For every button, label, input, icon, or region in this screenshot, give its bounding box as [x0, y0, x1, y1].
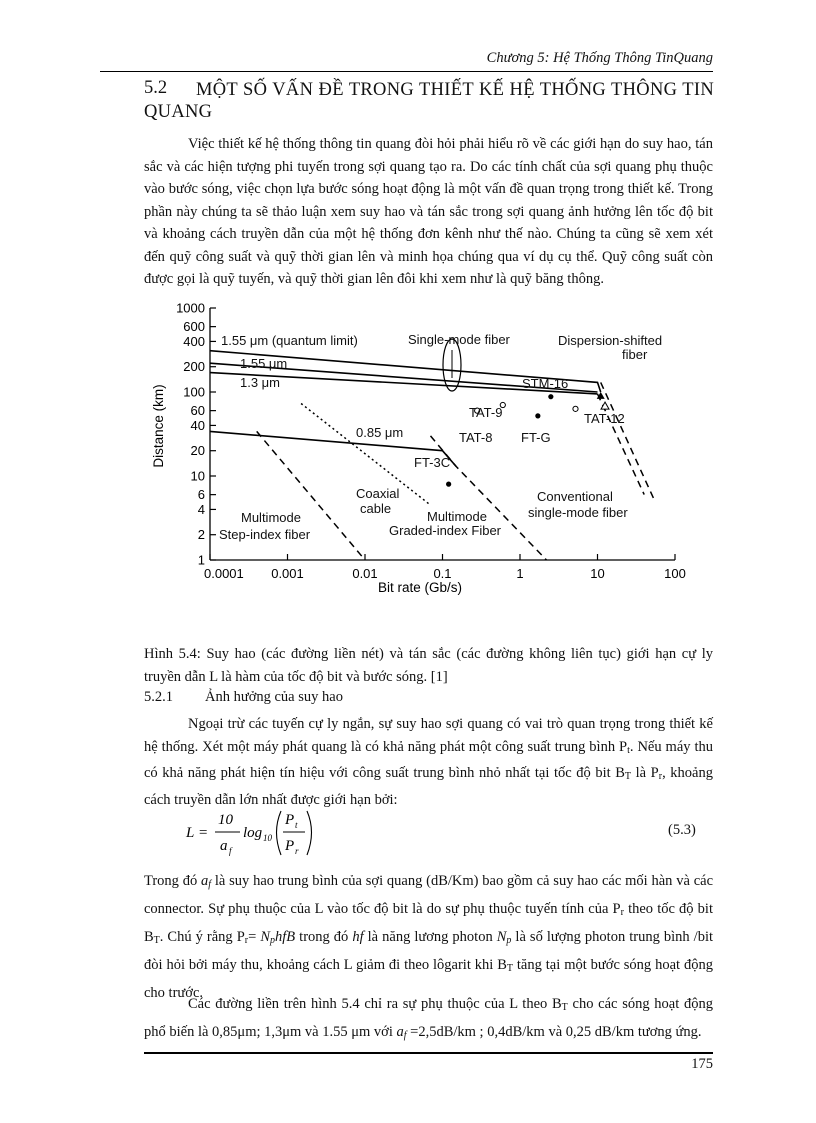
label-qlimit: 1.55 μm (quantum limit)	[221, 333, 358, 348]
label-0-85um: 0.85 μm	[356, 425, 404, 440]
para2-text-c: là P	[631, 765, 659, 781]
y-tick-label: 1000	[176, 300, 205, 316]
label-ft-g: FT-G	[521, 430, 551, 445]
eq-equals: =	[198, 825, 209, 841]
label-conventional-2: single-mode fiber	[528, 505, 628, 520]
header-rule	[100, 71, 713, 72]
y-tick-label: 60	[190, 403, 205, 419]
y-tick-label: 600	[183, 319, 205, 335]
para3-text-a: Trong đó	[144, 873, 202, 889]
para3-text-g: là năng lương photon	[363, 929, 497, 945]
section-title-line1: MỘT SỐ VẤN ĐỀ TRONG THIẾT KẾ HỆ THỐNG THÔNG TIN	[196, 80, 714, 100]
y-tick-label: 6	[197, 487, 205, 503]
label-ft-3c: FT-3C	[414, 455, 451, 470]
label-dsf-1: Dispersion-shifted	[558, 333, 663, 348]
label-1-55um: 1.55 μm	[240, 356, 288, 371]
para3-text-b: là suy hao trung bình của sợi quang (dB/Km) bao gồm cả suy hao các mối hàn và các connector. Sự phụ thuộc của L vào tốc độ bit là do sự phụ thuộc tuyến tính của P	[144, 873, 714, 917]
label-coaxial-2: cable	[360, 501, 392, 516]
y-tick-label: 200	[183, 359, 205, 375]
para4-text-c: =2,5dB/km ; 0,4dB/km và 0,25 dB/km tương ứng.	[406, 1024, 702, 1040]
label-step-index: Step-index fiber	[219, 527, 311, 542]
para3-text-e: =	[248, 929, 261, 945]
label-single-mode-fiber: Single-mode fiber	[408, 332, 510, 347]
x-tick-label: 0.01	[352, 566, 378, 581]
eq-log: log	[243, 825, 263, 841]
y-tick-label: 100	[183, 384, 205, 400]
x-tick-label: 10	[590, 566, 605, 581]
x-tick-label: 0.1	[433, 566, 452, 581]
para3-text-h: là số lượng photon trung bình /bit đòi hỏi bởi máy thu, khoảng cách L giảm đi theo lôgarit khi B	[144, 929, 714, 973]
para2-sub-T: T	[624, 771, 632, 782]
para3-hf: hf	[352, 929, 364, 945]
label-multimode-1: Multimode	[241, 510, 301, 525]
label-graded-index: Graded-index Fiber	[389, 523, 501, 538]
para3-hfb: hfB	[275, 929, 296, 945]
para2-text-d: , khoảng cách truyền dẫn lớn nhất được giới hạn bởi:	[144, 765, 713, 808]
eq-p-r: P	[285, 838, 295, 854]
para3-text-c: theo tốc độ bit B	[144, 901, 713, 945]
para3-sub-T2: T	[506, 963, 513, 974]
para3-af-sub: f	[208, 879, 212, 890]
y-tick-label: 4	[197, 501, 205, 517]
x-tick-label: 100	[664, 566, 686, 581]
y-tick-label: 40	[190, 417, 205, 433]
para2-sub-r: r	[658, 771, 663, 782]
figure-5-4	[144, 290, 712, 610]
label-tat-8: TAT-8	[459, 430, 493, 445]
para3-sub-T: T	[153, 935, 160, 946]
paragraph-definitions	[144, 869, 713, 1005]
eq-denominator-sub: f	[229, 846, 232, 856]
para3-text-d: . Chú ý rằng P	[159, 929, 245, 945]
section-number: 5.2	[144, 78, 168, 98]
para3-text-i: tăng tại một bước sóng hoạt động cho trước.	[144, 957, 713, 1001]
data-point	[535, 413, 540, 418]
paragraph-solid-lines	[144, 992, 713, 1048]
para4-text-b: cho các sóng hoạt động phổ biến là 0,85μm; 1,3μm và 1.55 μm với	[144, 996, 714, 1040]
label-1-3um: 1.3 μm	[240, 375, 281, 390]
data-point	[548, 394, 553, 399]
equation-5-3	[184, 803, 384, 861]
distance-bitrate-chart	[144, 290, 712, 610]
equation-number: (5.3)	[668, 822, 696, 838]
para3-np2: N	[496, 929, 507, 945]
data-point	[446, 482, 451, 487]
eq-numerator: 10	[218, 812, 233, 828]
para2-sub-t: t	[627, 744, 630, 756]
data-point	[573, 406, 578, 411]
para3-np-sub: p	[270, 935, 275, 946]
para3-text-f: trong đó	[295, 929, 353, 945]
para2-text-b: . Nếu máy thu có khả năng phát hiện tín hiệu với công suất trung bình nhỏ nhất tại tốc độ bit B	[144, 738, 713, 781]
y-tick-label: 400	[183, 333, 205, 349]
y-axis-label: Distance (km)	[151, 384, 166, 468]
section-title-line2: QUANG	[144, 102, 213, 122]
equation-svg	[184, 803, 384, 861]
eq-paren-left	[277, 811, 282, 855]
para3-sub-r: r	[620, 907, 624, 918]
para3-sub-r2: r	[244, 935, 249, 946]
x-tick-label: 1	[516, 566, 524, 581]
chapter-header: Chương 5: Hệ Thống Thông TinQuang	[486, 50, 713, 66]
x-axis-label: Bit rate (Gb/s)	[377, 580, 463, 595]
eq-p-t: P	[285, 812, 295, 828]
para3-np: N	[260, 929, 270, 945]
y-tick-label: 2	[197, 527, 205, 543]
para4-sub-T: T	[561, 1002, 568, 1013]
para4-text-a: Các đường liền trên hình 5.4 chỉ ra sự phụ thuộc của L theo B	[188, 996, 562, 1012]
label-coaxial-1: Coaxial	[356, 486, 400, 501]
label-tat-12: TAT-12	[584, 411, 625, 426]
label-conventional-1: Conventional	[537, 489, 613, 504]
series-line	[601, 382, 655, 501]
eq-denominator: a	[220, 838, 228, 854]
figure-caption: Hình 5.4: Suy hao (các đường liền nét) và tán sắc (các đường không liên tục) giới hạn cự ly truyền dẫn L là hàm của tốc độ bit và bước sóng. [1]	[144, 646, 713, 685]
y-tick-label: 1	[197, 552, 205, 568]
label-stm-16: STM-16	[522, 376, 569, 391]
page-number: 175	[691, 1056, 713, 1072]
subsection-title: Ảnh hưởng của suy hao	[205, 689, 343, 705]
eq-paren-right	[307, 811, 312, 855]
label-multimode-2: Multimode	[427, 509, 487, 524]
x-tick-label: 0.001	[271, 566, 304, 581]
para4-af-sub: f	[403, 1030, 407, 1041]
eq-log-sub: 10	[263, 833, 272, 843]
para4-af: a	[396, 1024, 404, 1040]
eq-p-r-sub: r	[295, 846, 299, 856]
y-tick-label: 10	[190, 468, 205, 484]
y-tick-label: 20	[190, 443, 205, 459]
eq-lhs: L	[186, 825, 195, 841]
label-tat-9: TAT-9	[469, 405, 503, 420]
paragraph-attenuation	[144, 713, 713, 811]
subsection-number: 5.2.1	[144, 689, 173, 705]
para3-np2-sub: p	[506, 935, 512, 946]
para2-text-a: Ngoại trừ các tuyến cự ly ngắn, sự suy hao sợi quang có vai trò quan trọng trong thiết kế hệ thống. Xét một máy phát quang là có khả năng phát một công suất trung bình P	[144, 716, 713, 755]
eq-p-t-sub: t	[295, 820, 298, 830]
para3-af: a	[201, 873, 209, 889]
label-dsf-2: fiber	[622, 347, 648, 362]
intro-paragraph: Việc thiết kế hệ thống thông tin quang đòi hỏi phải hiểu rõ về các giới hạn do suy hao, tán sắc và các hiện tượng phi tuyến trong sợi quang tạo ra. Do các tính chất của sợi quang phụ thuộc vào bước sóng, việc chọn lựa bước sóng hoạt động là một vấn đề quan trọng trong thiết kế. Trong phần này chúng ta sẽ thảo luận xem suy hao và tán sắc trong sợi quang ảnh hưởng lên tốc độ bit và khoảng cách truyền dẫn của một hệ thống đơn kênh như thế nào. Chúng ta cũng sẽ xem xét đến quỹ công suất và quỹ thời gian lên và minh họa chúng qua ví dụ cụ thể. Quỹ công suất còn được gọi là quỹ tuyến, và quỹ thời gian lên đôi khi xem như là quỹ băng thông.	[144, 136, 713, 287]
footer-rule	[144, 1052, 713, 1054]
x-tick-label: 0.0001	[204, 566, 244, 581]
